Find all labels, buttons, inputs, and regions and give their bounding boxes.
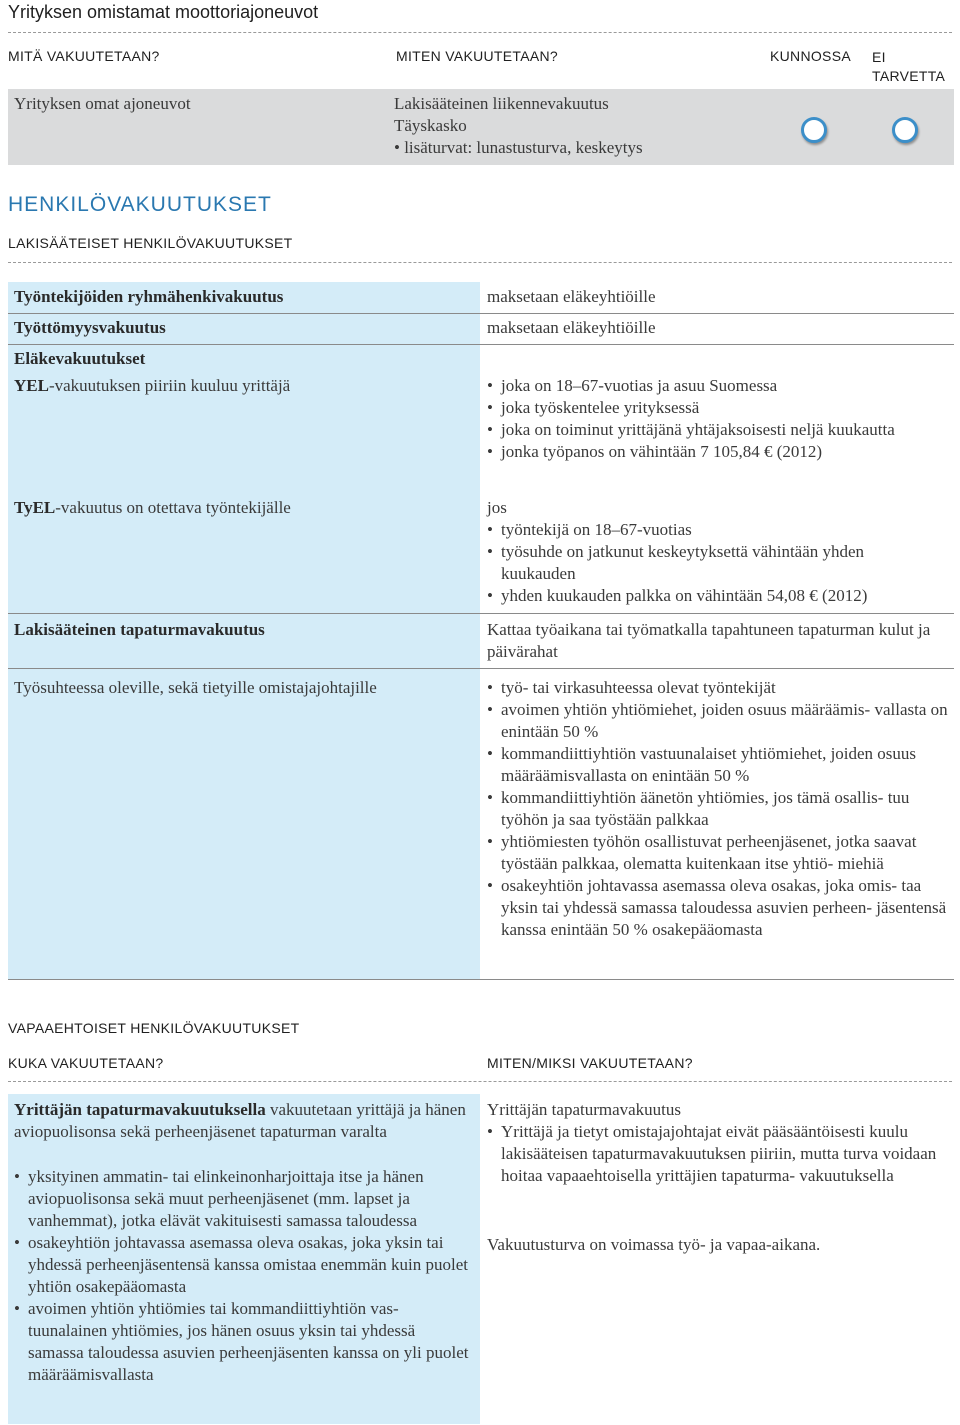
group-life-note: maksetaan eläkeyhtiöille <box>487 287 656 306</box>
yel-label: YEL-vakuutuksen piiriin kuuluu yrittäjä <box>14 376 291 395</box>
tyel-label: TyEL-vakuutus on otettava työntekijälle <box>14 498 291 517</box>
voluntary-intro: Yrittäjän tapaturmavakuutuksella vakuutetaan yrittäjä ja hänen aviopuolisonsa sekä perheenjäsenet tapaturman varalta <box>14 1100 466 1141</box>
list-item: • osakeyhtiön johtavassa asemassa oleva osakas, joka yksin tai yhdessä perheenjäsentensä kanssa omistaa enemmän kuin puolet yhtiön osakepääomasta <box>14 1232 474 1298</box>
unemployment-label: Työttömyysvakuutus <box>14 318 166 337</box>
row-divider <box>8 313 954 314</box>
pension-label: Eläkevakuutukset <box>14 349 146 368</box>
how-note: Vakuutusturva on voimassa työ- ja vapaa-aikana. <box>487 1235 821 1254</box>
statutory-divider <box>8 262 952 263</box>
list-item: • työ- tai virkasuhteessa olevat työntekijät <box>487 677 949 699</box>
how-title: Yrittäjän tapaturmavakuutus <box>487 1100 682 1119</box>
voluntary-divider <box>8 1081 952 1082</box>
list-item: • joka työskentelee yrityksessä <box>487 397 927 419</box>
col-ok-header: KUNNOSSA <box>770 48 851 64</box>
title-divider <box>8 32 952 33</box>
col-how-header: MITEN VAKUUTETAAN? <box>396 48 559 64</box>
who-list <box>14 1166 474 1386</box>
row-divider <box>8 344 954 345</box>
vehicles-how: Lakisääteinen liikennevakuutus Täyskasko • lisäturvat: lunastusturva, keskeytys <box>394 94 643 157</box>
list-item: • yksityinen ammatin- tai elinkeinonharjoittaja itse ja hänen aviopuolisonsa sekä muut perheenjäsenet (mm. lapset ja vanhemmat), jotka elävät vakituisesti samassa taloudessa <box>14 1166 474 1232</box>
accident-note: Kattaa työaikana tai työmatkalla tapahtuneen tapaturman kulut ja päivärahat <box>487 620 931 661</box>
list-item: • osakeyhtiön johtavassa asemassa oleva osakas, joka omis- taa yksin tai yhdessä samassa taloudessa asuvien perheen- jäsentensä kanssa enintään 50 % osakepääomasta <box>487 875 949 941</box>
list-item: • avoimen yhtiön yhtiömiehet, joiden osuus määräämis- vallasta on enintään 50 % <box>487 699 949 743</box>
row-divider <box>8 979 954 980</box>
ok-radio[interactable] <box>801 117 827 143</box>
page-title: Yrityksen omistamat moottoriajoneuvot <box>8 2 319 22</box>
row-divider <box>8 668 954 669</box>
statutory-heading: LAKISÄÄTEISET HENKILÖVAKUUTUKSET <box>8 235 293 251</box>
vehicles-what: Yrityksen omat ajoneuvot <box>14 94 191 113</box>
list-item: • joka on toiminut yrittäjänä yhtäjaksoisesti neljä kuukautta <box>487 419 927 441</box>
list-item: • kommandiittiyhtiön äänetön yhtiömies, jos tämä osallis- tuu työhön ja saa työstään palkkaa <box>487 787 949 831</box>
list-item: • yhden kuukauden palkka on vähintään 54,08 € (2012) <box>487 585 927 607</box>
personal-heading: HENKILÖVAKUUTUKSET <box>8 193 272 216</box>
col-what-header: MITÄ VAKUUTETAAN? <box>8 48 160 64</box>
list-item: • Yrittäjä ja tietyt omistajajohtajat eivät pääsääntöisesti kuulu lakisääteisen tapaturmavakuutuksen piiriin, mutta turva voidaan hoitaa vapaaehtoisella yrittäjien tapaturma- vakuutuksella <box>487 1121 949 1187</box>
accident-label: Lakisääteinen tapaturmavakuutus <box>14 620 265 639</box>
how-list <box>487 1121 949 1187</box>
employment-label: Työsuhteessa oleville, sekä tietyille omistajajohtajille <box>14 678 377 697</box>
list-item: • jonka työpanos on vähintään 7 105,84 € (2012) <box>487 441 927 463</box>
list-item: • työsuhde on jatkunut keskeytyksettä vähintään yhden kuukauden <box>487 541 927 585</box>
list-item: • yhtiömiesten työhön osallistuvat perheenjäsenet, jotka saavat työstään palkkaa, olematta kuitenkaan itse yhtiö- miehiä <box>487 831 949 875</box>
tyel-if: jos <box>487 498 507 517</box>
voluntary-heading: VAPAAEHTOISET HENKILÖVAKUUTUKSET <box>8 1020 300 1036</box>
group-life-label: Työntekijöiden ryhmähenkivakuutus <box>14 287 284 306</box>
list-item: • joka on 18–67-vuotias ja asuu Suomessa <box>487 375 927 397</box>
unemployment-note: maksetaan eläkeyhtiöille <box>487 318 656 337</box>
col-how-why-header: MITEN/MIKSI VAKUUTETAAN? <box>487 1055 693 1071</box>
tyel-list <box>487 519 927 607</box>
list-item: • työntekijä on 18–67-vuotias <box>487 519 927 541</box>
col-notneeded-header: EI TARVETTA <box>872 49 946 84</box>
list-item: • avoimen yhtiön yhtiömies tai kommandiittiyhtiön vas- tuunalainen yhtiömies, jos hänen osuus yksin tai yhdessä samassa taloudessa asuvien perheenjäsenten kanssa on yli puolet määräämisvallasta <box>14 1298 474 1386</box>
not-needed-radio[interactable] <box>892 117 918 143</box>
yel-list <box>487 375 927 463</box>
col-who-header: KUKA VAKUUTETAAN? <box>8 1055 164 1071</box>
list-item: • kommandiittiyhtiön vastuunalaiset yhtiömiehet, joiden osuus määräämisvallasta on enintään 50 % <box>487 743 949 787</box>
row-divider <box>8 613 954 614</box>
employment-list <box>487 677 949 941</box>
